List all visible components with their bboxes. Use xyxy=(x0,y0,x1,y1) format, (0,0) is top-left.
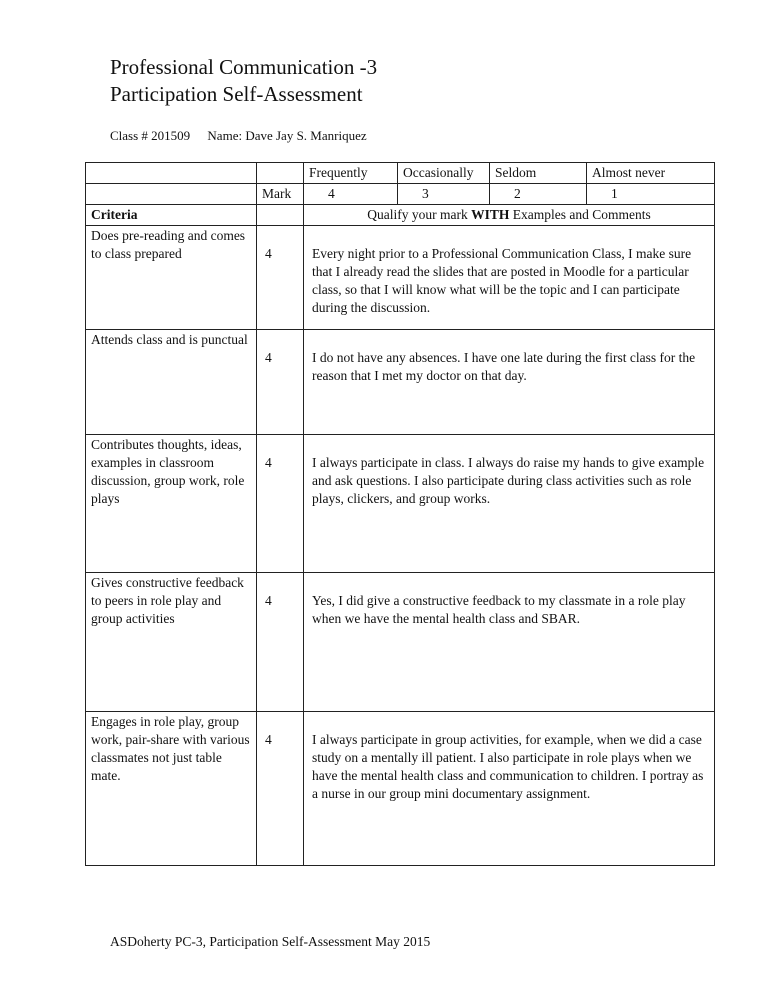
scale-label-frequently: Frequently xyxy=(304,163,398,184)
comment-cell: Every night prior to a Professional Communication Class, I make sure that I already read the slides that are posted in Moodle for a particular class, so that I will know what will be the topic and I can participate during the discussion. xyxy=(304,226,715,330)
scale-value-almost-never: 1 xyxy=(587,184,715,205)
criteria-header-row xyxy=(86,205,715,226)
mark-cell: 4 xyxy=(257,435,304,573)
comment-cell: I do not have any absences. I have one late during the first class for the reason that I met my doctor on that day. xyxy=(304,330,715,435)
scale-values-row xyxy=(86,184,715,205)
assessment-table xyxy=(85,162,715,866)
blank-cell xyxy=(86,163,257,184)
title-line-1: Professional Communication -3 xyxy=(110,55,378,79)
comment-cell: I always participate in class. I always do raise my hands to give example and ask questions. I also participate during class activities such as role plays, clickers, and group works. xyxy=(304,435,715,573)
scale-label-occasionally: Occasionally xyxy=(398,163,490,184)
scale-label-seldom: Seldom xyxy=(490,163,587,184)
criteria-cell: Attends class and is punctual xyxy=(86,330,257,435)
scale-labels-row xyxy=(86,163,715,184)
student-name: Name: Dave Jay S. Manriquez xyxy=(207,128,367,143)
mark-cell: 4 xyxy=(257,226,304,330)
page-footer: ASDoherty PC-3, Participation Self-Assessment May 2015 xyxy=(110,934,431,949)
criteria-cell: Gives constructive feedback to peers in role play and group activities xyxy=(86,573,257,712)
mark-label: Mark xyxy=(257,184,304,205)
table-row xyxy=(86,435,715,573)
title-line-2: Participation Self-Assessment xyxy=(110,82,363,106)
comments-header-bold: WITH xyxy=(471,207,510,222)
criteria-header: Criteria xyxy=(86,205,257,226)
comments-header-prefix: Qualify your mark xyxy=(367,207,472,222)
table-row xyxy=(86,330,715,435)
class-number: Class # 201509 xyxy=(110,128,191,143)
criteria-cell: Contributes thoughts, ideas, examples in classroom discussion, group work, role plays xyxy=(86,435,257,573)
class-info xyxy=(110,128,367,144)
document-title xyxy=(110,54,377,108)
criteria-cell: Engages in role play, group work, pair-share with various classmates not just table mate. xyxy=(86,712,257,866)
blank-cell xyxy=(86,184,257,205)
mark-cell: 4 xyxy=(257,712,304,866)
comment-cell: I always participate in group activities, for example, when we did a case study on a mentally ill patient. I also participate in role plays when we have the mental health class and communication to children. I portray as a nurse in our group mini documentary assignment. xyxy=(304,712,715,866)
scale-value-occasionally: 3 xyxy=(398,184,490,205)
scale-value-seldom: 2 xyxy=(490,184,587,205)
blank-cell xyxy=(257,205,304,226)
table-row xyxy=(86,573,715,712)
mark-cell: 4 xyxy=(257,573,304,712)
scale-value-frequently: 4 xyxy=(304,184,398,205)
blank-cell xyxy=(257,163,304,184)
mark-cell: 4 xyxy=(257,330,304,435)
criteria-cell: Does pre-reading and comes to class prepared xyxy=(86,226,257,330)
scale-label-almost-never: Almost never xyxy=(587,163,715,184)
table-row xyxy=(86,712,715,866)
comment-cell: Yes, I did give a constructive feedback to my classmate in a role play when we have the mental health class and SBAR. xyxy=(304,573,715,712)
comments-header xyxy=(304,205,715,226)
table-row xyxy=(86,226,715,330)
comments-header-suffix: Examples and Comments xyxy=(509,207,651,222)
